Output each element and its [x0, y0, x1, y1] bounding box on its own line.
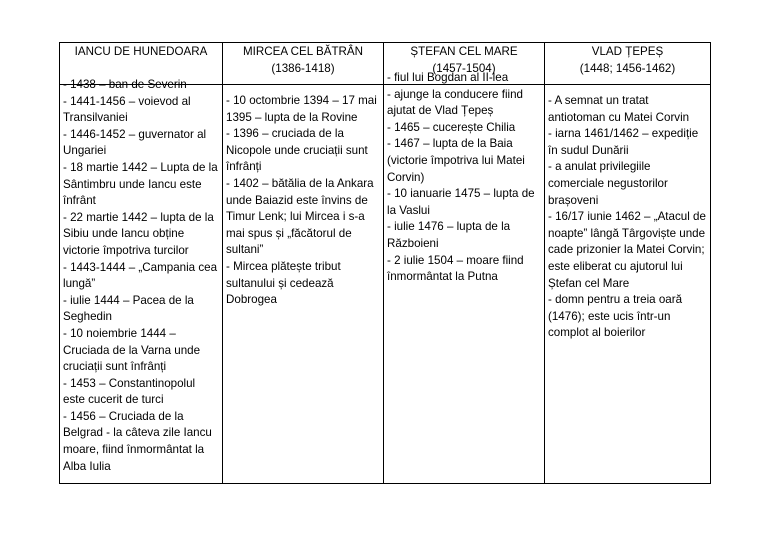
- column-title: ȘTEFAN CEL MARE: [410, 45, 518, 58]
- event-list: [387, 70, 541, 286]
- event-item: - 10 noiembrie 1444 – Cruciada de la Varna unde cruciații sunt înfrânți: [63, 326, 201, 374]
- event-list: [548, 93, 707, 342]
- header-cell-mircea: [223, 43, 384, 85]
- event-item: - iarna 1461/1462 – expediție în sudul Dunării: [548, 127, 699, 157]
- event-item: - 1465 – cucerește Chilia: [387, 120, 516, 134]
- content-cell-iancu: [60, 78, 223, 484]
- event-item: - 10 ianuarie 1475 – lupta de la Vaslui: [387, 187, 535, 217]
- event-item: - 22 martie 1442 – lupta de la Sibiu unde Iancu obține victorie împotriva turcilor: [63, 210, 214, 257]
- event-item: - 1443-1444 – „Campania cea lungă”: [63, 260, 218, 291]
- event-item: - 1441-1456 – voievod al Transilvaniei: [63, 94, 191, 125]
- event-item: - fiul lui Bogdan al II-lea: [387, 71, 509, 84]
- event-item: - a anulat privilegiile comerciale negustorilor brașoveni: [548, 160, 668, 207]
- event-item: - ajunge la conducere fiind ajutat de Vlad Țepeș: [387, 87, 523, 118]
- event-item: - Mircea plătește tribut sultanului și cedează Dobrogea: [226, 259, 341, 307]
- event-list: [63, 77, 219, 475]
- event-item: - 1438 – ban de Severin: [63, 78, 187, 91]
- event-item: - 16/17 iunie 1462 – „Atacul de noapte” lângă Târgoviște unde cade prizonier la Matei Corvin; este eliberat cu ajutorul lui Ștefan cel Mare: [548, 210, 706, 290]
- event-item: - 1446-1452 – guvernator al Ungariei: [63, 127, 207, 158]
- content-row: [60, 85, 711, 484]
- event-item: - 1453 – Constantinopolul este cucerit de turci: [63, 376, 196, 407]
- column-title: VLAD ȚEPEȘ: [591, 45, 664, 58]
- event-item: - 10 octombrie 1394 – 17 mai 1395 – lupta de la Rovine: [226, 94, 377, 124]
- event-item: - iulie 1444 – Pacea de la Seghedin: [63, 293, 194, 324]
- event-item: - domn pentru a treia oară (1476); este ucis într-un complot al boierilor: [548, 293, 683, 340]
- header-cell-vlad: [545, 43, 711, 85]
- column-years: (1448; 1456-1462): [579, 61, 676, 75]
- column-title: IANCU DE HUNEDOARA: [74, 45, 208, 58]
- content-cell-mircea: [223, 85, 384, 484]
- event-item: - 18 martie 1442 – Lupta de la Sântimbru unde Iancu este înfrânt: [63, 160, 218, 208]
- event-item: - 1456 – Cruciada de la Belgrad - la câteva zile Iancu moare, fiind înmormântat la Alba Iulia: [63, 409, 212, 473]
- column-years: (1457-1504): [432, 61, 496, 75]
- event-list: [226, 93, 380, 309]
- event-item: - 1396 – cruciada de la Nicopole unde cruciații sunt înfrânți: [226, 127, 368, 174]
- event-item: - 1467 – lupta de la Baia (victorie împotriva lui Matei Corvin): [387, 137, 525, 184]
- event-item: - A semnat un tratat antiotoman cu Matei Corvin: [548, 94, 690, 124]
- column-title: MIRCEA CEL BĂTRÂN: [242, 45, 364, 58]
- event-item: - 1402 – bătălia de la Ankara unde Baiazid este învins de Timur Lenk; lui Mircea i s-a mai spus și „făcătorul de sultani”: [226, 176, 374, 257]
- content-cell-stefan: [384, 71, 545, 484]
- column-years: (1386-1418): [271, 61, 335, 75]
- event-item: - iulie 1476 – lupta de la Războieni: [387, 220, 511, 250]
- event-item: - 2 iulie 1504 – moare fiind înmormântat la Putna: [387, 253, 524, 284]
- content-cell-vlad: [545, 85, 711, 484]
- history-table: [59, 42, 711, 484]
